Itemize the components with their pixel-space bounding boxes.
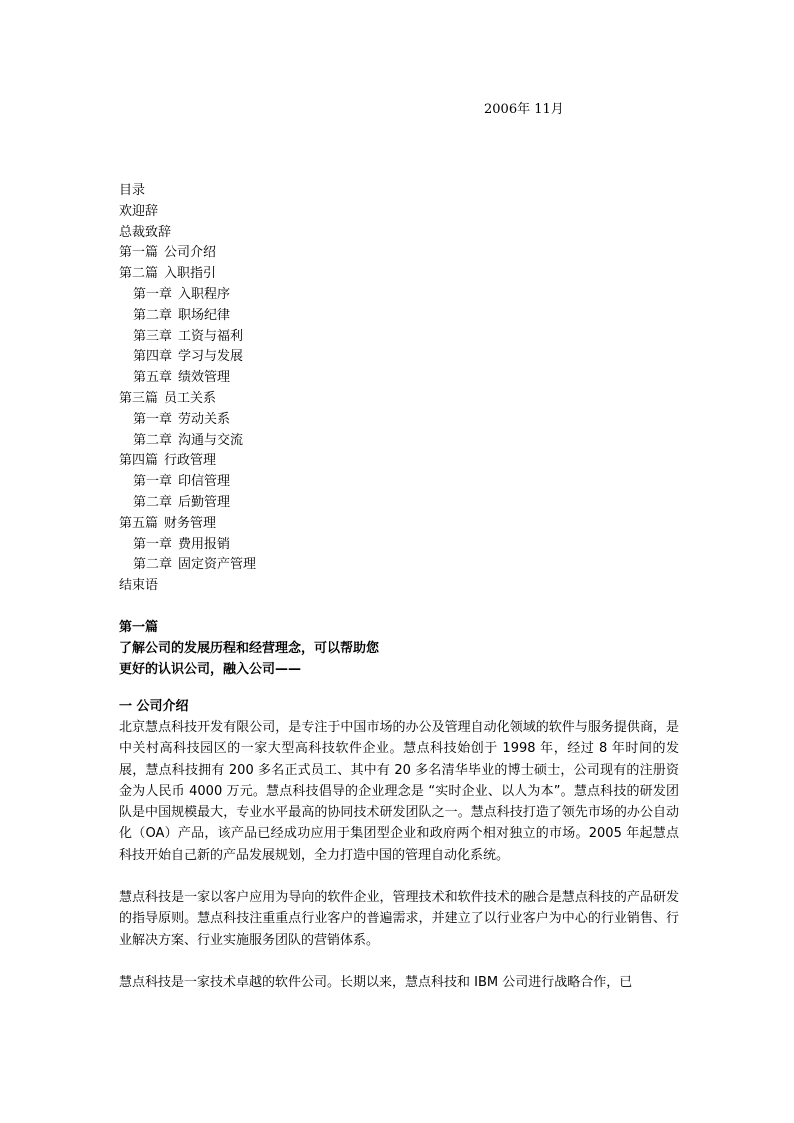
paragraph-spacer bbox=[119, 951, 679, 972]
toc-item bbox=[119, 223, 679, 244]
toc-item-number: 第一章 bbox=[133, 536, 173, 552]
toc-item bbox=[119, 306, 679, 327]
toc-item-number: 第三章 bbox=[133, 328, 173, 344]
toc-item bbox=[119, 472, 679, 493]
toc-item-number: 第一章 bbox=[133, 411, 173, 427]
document-date: 2006年 11月 bbox=[484, 102, 564, 117]
toc-item-title: 财务管理 bbox=[164, 515, 217, 531]
part-heading: 第一篇 bbox=[119, 620, 159, 635]
toc-item bbox=[119, 535, 679, 556]
paragraph: 北京慧点科技开发有限公司，是专注于中国市场的办公及管理自动化领域的软件与服务提供商，是中关村高科技园区的一家大型高科技软件企业。慧点科技始创于 1998 年，经过 8 年时间的发展，慧点科技拥有 200 多名正式员工、其中有 20 多名清华毕业的博士硕士，公司现有的注册资金为人民币 4000 万元。慧点科技倡导的企业理念是 “实时企业、以人为本”。慧点科技的研发团队是中国规模最大，专业水平最高的协同技术研发团队之一。慧点科技打造了领先市场的办公自动化（OA）产品，该产品已经成功应用于集团型企业和政府两个相对独立的市场。2005 年起慧点科技开始自己新的产品发展规划，全力打造中国的管理自动化系统。 bbox=[119, 720, 679, 863]
toc-item-number: 第二章 bbox=[133, 432, 173, 448]
toc-item-number: 第四篇 bbox=[119, 453, 159, 469]
toc-item-number: 第二章 bbox=[133, 494, 173, 510]
toc-item-title: 公司介绍 bbox=[164, 245, 217, 261]
toc-item bbox=[119, 243, 679, 264]
toc-item bbox=[119, 202, 679, 223]
toc-item bbox=[119, 368, 679, 389]
toc-item-title: 职场纪律 bbox=[178, 307, 231, 323]
document-body bbox=[119, 617, 679, 993]
toc-item-title: 入职程序 bbox=[178, 286, 231, 302]
toc-item bbox=[119, 181, 679, 202]
paragraph: 慧点科技是一家以客户应用为导向的软件企业，管理技术和软件技术的融合是慧点科技的产品研发的指导原则。慧点科技注重重点行业客户的普遍需求，并建立了以行业客户为中心的行业销售、行业解决方案、行业实施服务团队的营销体系。 bbox=[119, 890, 679, 948]
toc-item bbox=[119, 285, 679, 306]
toc-item bbox=[119, 347, 679, 368]
paragraph-spacer bbox=[119, 866, 679, 887]
toc-item-title: 固定资产管理 bbox=[178, 557, 257, 573]
toc-item bbox=[119, 451, 679, 472]
toc-item bbox=[119, 431, 679, 452]
toc-item bbox=[119, 327, 679, 348]
toc-item-title: 费用报销 bbox=[178, 536, 231, 552]
toc-item-number: 第四章 bbox=[133, 349, 173, 365]
part-tagline-line-1: 了解公司的发展历程和经营理念，可以帮助您 bbox=[119, 641, 380, 656]
toc-item-number: 欢迎辞 bbox=[119, 203, 159, 219]
toc-item-number: 第一章 bbox=[133, 286, 173, 302]
toc-item-title: 学习与发展 bbox=[178, 349, 244, 365]
part-tagline-line-2: 更好的认识公司，融入公司—— bbox=[119, 662, 302, 677]
toc-item bbox=[119, 576, 679, 597]
toc-item-number: 第二章 bbox=[133, 307, 173, 323]
toc-item-title: 工资与福利 bbox=[178, 328, 244, 344]
toc-item-title: 绩效管理 bbox=[178, 370, 231, 386]
toc-item bbox=[119, 555, 679, 576]
paragraph: 慧点科技是一家技术卓越的软件公司。长期以来，慧点科技和 IBM 公司进行战略合作，已 bbox=[119, 974, 633, 990]
toc-item-title: 后勤管理 bbox=[178, 494, 231, 510]
toc-item-number: 第一篇 bbox=[119, 245, 159, 261]
table-of-contents bbox=[119, 181, 679, 597]
toc-item-number: 第三篇 bbox=[119, 390, 159, 406]
toc-item-title: 劳动关系 bbox=[178, 411, 231, 427]
toc-item-title: 入职指引 bbox=[164, 266, 217, 282]
toc-item-number: 第二篇 bbox=[119, 266, 159, 282]
toc-item bbox=[119, 264, 679, 285]
toc-item-number: 第一章 bbox=[133, 474, 173, 490]
toc-item-title: 行政管理 bbox=[164, 453, 217, 469]
toc-item-number: 结束语 bbox=[119, 578, 159, 594]
toc-item bbox=[119, 493, 679, 514]
toc-item-number: 总裁致辞 bbox=[119, 224, 172, 240]
toc-item-number: 目录 bbox=[119, 183, 146, 198]
toc-item-number: 第五章 bbox=[133, 370, 173, 386]
toc-item-title: 印信管理 bbox=[178, 474, 231, 490]
toc-item bbox=[119, 389, 679, 410]
toc-item-title: 沟通与交流 bbox=[178, 432, 244, 448]
toc-item bbox=[119, 514, 679, 535]
toc-item-title: 员工关系 bbox=[164, 390, 217, 406]
toc-item-number: 第五篇 bbox=[119, 515, 159, 531]
section-title: 一 公司介绍 bbox=[119, 699, 189, 714]
toc-item-number: 第二章 bbox=[133, 557, 173, 573]
toc-item bbox=[119, 410, 679, 431]
